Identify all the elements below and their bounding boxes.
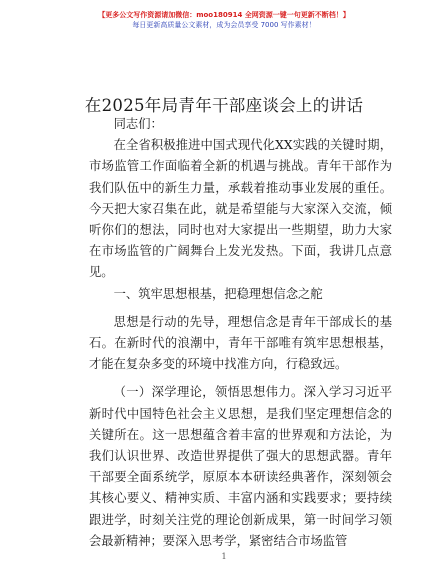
salutation: 同志们： xyxy=(113,117,163,131)
intro-paragraph: 在全省积极推进中国式现代化XX实践的关键时期，市场监管工作面临着全新的机遇与挑战。青年干部作为我们队伍中的新生力量，承载着推动事业发展的重任。今天把大家召集在此，就是希望能与大家深入交流，倾听你们的想法，同时也对大家提出一些期望，助力大家在市场监管的广阔舞台上发光发热。下面，我讲几点意见。 xyxy=(89,138,392,280)
banner-promo-line: 【更多公文写作资源请加微信：moo180914 全网资源一键一句更新不断档！】 xyxy=(98,11,350,19)
subsection-paragraph: （一）深学理论，领悟思想伟力。深入学习习近平新时代中国特色社会主义思想，是我们坚定理想信念的关键所在。这一思想蕴含着丰富的世界观和方法论，为我们认识世界、改造世界提供了强大的思想武器。青年干部要全面系统学，原原本本研读经典著作，深刻领会其核心要义、精神实质、丰富内涵和实践要求；要持续跟进学，时刻关注党的理论创新成果，第一时间学习领会最新精神；要深入思考学，紧密结合市场监管 xyxy=(89,385,392,548)
section-intro-paragraph: 思想是行动的先导，理想信念是青年干部成长的基石。在新时代的浪潮中，青年干部唯有筑牢思想根基，才能在复杂多变的环境中找准方向，行稳致远。 xyxy=(89,314,392,372)
document-title: 在2025年局青年干部座谈会上的讲话 xyxy=(84,96,364,115)
banner-subtitle-line: 每日更新高质量公文素材，成为会员享受 7000 写作素材！ xyxy=(132,21,316,29)
header-banner xyxy=(0,10,448,30)
section-heading: 一、筑牢思想根基，把稳理想信念之舵 xyxy=(113,286,323,301)
document-body xyxy=(89,114,392,552)
page-number: 1 xyxy=(221,552,227,561)
